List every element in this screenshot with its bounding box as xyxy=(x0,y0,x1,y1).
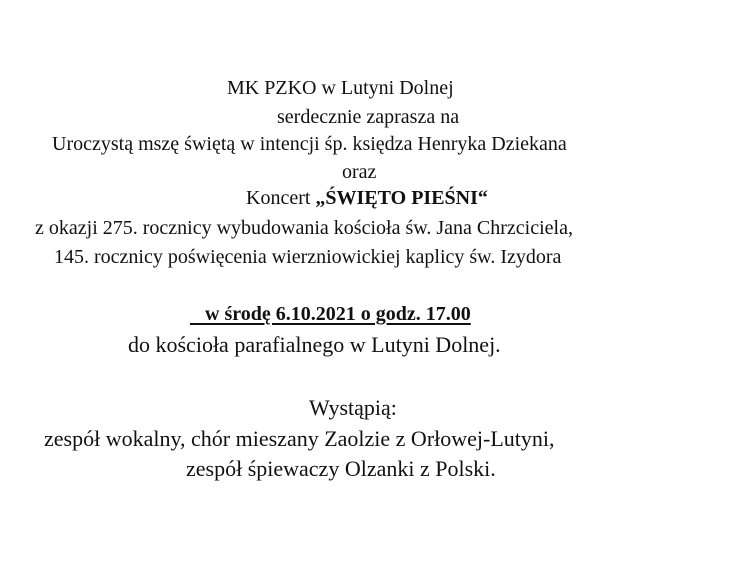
occasion-line-2: 145. rocznicy poświęcenia wierzniowickiej kaplicy św. Izydora xyxy=(54,246,562,268)
performers-heading: Wystąpią: xyxy=(309,395,397,420)
performer-line-2: zespół śpiewaczy Olzanki z Polski. xyxy=(186,456,496,481)
concert-line xyxy=(246,188,488,208)
venue-line: do kościoła parafialnego w Lutyni Dolnej. xyxy=(128,332,501,357)
concert-prefix: Koncert xyxy=(246,187,316,209)
date-time-line xyxy=(190,304,471,324)
performer-line-1: zespół wokalny, chór mieszany Zaolzie z Orłowej-Lutyni, xyxy=(44,426,555,451)
organizer-line: MK PZKO w Lutyni Dolnej xyxy=(227,77,454,99)
invites-line: serdecznie zaprasza na xyxy=(277,106,460,128)
mass-line: Uroczystą mszę świętą w intencji śp. księdza Henryka Dziekana xyxy=(52,133,567,155)
occasion-line-1: z okazji 275. rocznicy wybudowania kościoła św. Jana Chrzciciela, xyxy=(35,217,573,239)
concert-title: „ŚWIĘTO PIEŚNI“ xyxy=(315,187,488,209)
date-time: w środę 6.10.2021 o godz. 17.00 xyxy=(190,303,471,325)
and-line: oraz xyxy=(342,161,377,183)
